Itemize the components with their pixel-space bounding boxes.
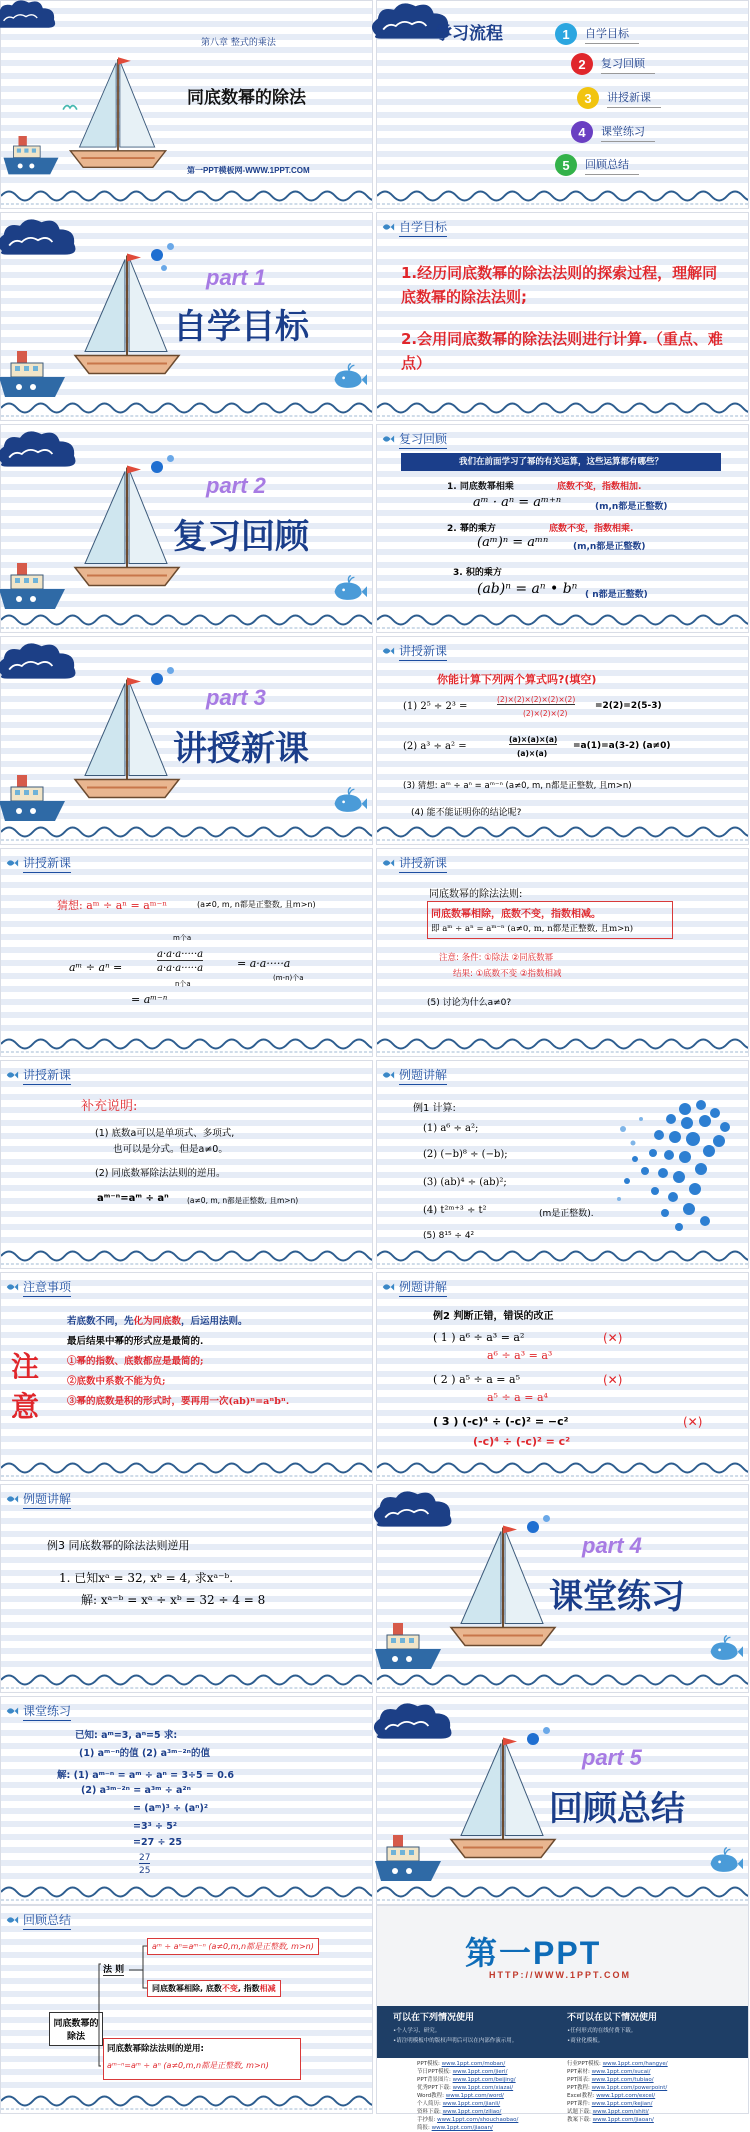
new2-mn-count: (m-n)个a [273, 974, 304, 982]
waves [1, 398, 372, 420]
slide-part-1[interactable] [0, 212, 373, 421]
section-tag [5, 1700, 71, 1722]
new2-m-count: m个a [173, 934, 192, 942]
link-row[interactable] [567, 2100, 668, 2108]
section-tag [5, 1064, 71, 1086]
waves [1, 610, 372, 632]
link-label: 教案下载: [567, 2117, 591, 2123]
link-label: 个人简历: [417, 2101, 441, 2107]
new2-lhs: aᵐ ÷ aⁿ = [69, 961, 123, 974]
slide-practice[interactable] [0, 1696, 373, 1905]
fish-icon [381, 432, 395, 446]
summary-root: 同底数幂的除法 [49, 2012, 103, 2046]
part-title: 复习回顾 [173, 517, 309, 557]
new4-formula: aᵐ⁻ⁿ=aᵐ ÷ aⁿ [97, 1193, 169, 1204]
slide-new-1[interactable] [376, 636, 749, 845]
slide-part-3[interactable] [0, 636, 373, 845]
practice-a5: =27 ÷ 25 [133, 1837, 182, 1848]
link-label: 资料下载: [417, 2109, 441, 2115]
new3-note2: 结果: ①底数不变 ②指数相减 [453, 969, 562, 979]
waves [1, 1034, 372, 1056]
waves [377, 1670, 748, 1692]
waves [1, 2091, 372, 2113]
summary-rule: 法 则 [103, 1962, 124, 1976]
slide-part-2[interactable] [0, 424, 373, 633]
slide-flow[interactable] [376, 0, 749, 209]
fish-icon [5, 1704, 19, 1718]
link-url[interactable]: www.1ppt.com/shiti/ [592, 2109, 649, 2115]
link-label: 简报: [417, 2125, 430, 2131]
slide-summary[interactable] [0, 1905, 373, 2114]
sailboat-icon [67, 249, 187, 384]
ex1-head: 例1 计算: [413, 1103, 456, 1114]
link-url[interactable]: www.1ppt.com/hangye/ [602, 2061, 668, 2067]
link-row[interactable] [417, 2116, 518, 2124]
section-tag [381, 1064, 447, 1086]
new1-q1-res: =2(2)=2(5-3) [595, 701, 662, 711]
flow-num-5: 5 [555, 154, 577, 176]
new1-q4: (4) 能不能证明你的结论呢? [411, 808, 522, 818]
slide-ending[interactable] [376, 1905, 749, 2131]
new3-q5: (5) 讨论为什么a≠0? [427, 998, 512, 1008]
can-2: •请注明模板中的版权声明后可以在内部作演示用。 [393, 2038, 518, 2044]
whale-icon [331, 363, 367, 391]
part-label: part 2 [206, 473, 266, 498]
link-row[interactable] [567, 2116, 668, 2124]
new2-n-count: n个a [175, 980, 191, 988]
waves [377, 822, 748, 844]
link-label: 行业PPT模板: [567, 2061, 601, 2067]
ex1-item-4-cond: (m是正整数). [539, 1209, 594, 1219]
new4-s2: (2) 同底数幂除法法则的逆用。 [95, 1168, 226, 1179]
section-tag [5, 852, 71, 874]
can-title: 可以在下列情况使用 [393, 2013, 475, 2023]
new1-q2: (2) a³ ÷ a² = [403, 741, 467, 752]
slide-example-2[interactable] [376, 1272, 749, 1481]
section-tag [381, 1276, 447, 1298]
link-label: PPT背景图片: [417, 2077, 451, 2083]
ex2-r1: ( 1 ) a⁶ ÷ a³ = a² [433, 1331, 525, 1344]
whale-icon [707, 1635, 743, 1663]
goal-line-1: 1.经历同底数幂的除法法则的探索过程，理解同底数幂的除法法则; [401, 264, 718, 306]
new1-q1-bot: (2)×(2)×(2) [523, 709, 568, 718]
attention-line-2: 最后结果中幂的形式应是最简的. [67, 1336, 204, 1347]
attention-big-1: 注 [11, 1350, 40, 1383]
flow-item-3[interactable] [577, 87, 661, 109]
cannot-1: •任何形式的在线付费下载。 [567, 2028, 637, 2034]
link-label: 节日PPT模板: [417, 2069, 451, 2075]
goal-line-2: 2.会用同底数幂的除法法则进行计算.（重点、难点） [401, 330, 723, 372]
ex1-item-4: (4) t²ᵐ⁺³ ÷ t² [423, 1205, 487, 1216]
link-label: PPT课件: [567, 2101, 590, 2107]
section-tag-label: 例题讲解 [399, 1066, 447, 1085]
waves [1, 1246, 372, 1268]
link-label: 优秀PPT下载: [417, 2085, 451, 2091]
waves [377, 610, 748, 632]
steamer-icon [373, 1829, 443, 1889]
link-url[interactable]: www.1ppt.com/jiaoan/ [431, 2125, 493, 2131]
practice-q2: (1) aᵐ⁻ⁿ的值 (2) a³ᵐ⁻²ⁿ的值 [79, 1748, 210, 1759]
link-row[interactable] [567, 2076, 668, 2084]
sailboat-icon [443, 1733, 563, 1868]
flow-label-4: 课堂练习 [601, 123, 655, 142]
section-tag-label: 回顾总结 [23, 1911, 71, 1930]
flow-item-2[interactable] [571, 53, 655, 75]
flow-num-2: 2 [571, 53, 593, 75]
new2-num: a·a·a·····a [157, 949, 204, 960]
section-tag [381, 216, 447, 238]
can-1: •个人学习、研究。 [393, 2028, 441, 2034]
section-tag [5, 1276, 71, 1298]
link-url[interactable]: www.1ppt.com/beijing/ [452, 2077, 516, 2083]
link-url[interactable]: www.1ppt.com/shouchaobao/ [437, 2117, 519, 2123]
new1-q2-res: =a(1)=a(3-2) (a≠0) [573, 741, 671, 751]
slide-cover[interactable] [0, 0, 373, 209]
practice-a6-top: 27 [139, 1853, 151, 1863]
flow-item-5[interactable] [555, 154, 639, 176]
section-tag-label: 例题讲解 [23, 1490, 71, 1509]
slide-example-1[interactable] [376, 1060, 749, 1269]
review-2-cond: (m,n都是正整数) [573, 542, 646, 552]
links-right [567, 2060, 668, 2124]
attention-line-1 [67, 1313, 248, 1327]
new2-den: a·a·a·····a [157, 963, 204, 974]
waves [1, 1458, 372, 1480]
new4-head: 补充说明: [81, 1099, 138, 1114]
part-label: part 5 [582, 1745, 642, 1770]
links-left [417, 2060, 518, 2132]
review-3-cond: ( n都是正整数) [585, 590, 648, 600]
ex1-item-3: (3) (ab)⁴ ÷ (ab)²; [423, 1177, 507, 1188]
link-row[interactable] [417, 2100, 518, 2108]
chapter-label: 第八章 整式的乘法 [201, 38, 276, 48]
fish-icon [5, 1068, 19, 1082]
slide-example-3[interactable] [0, 1484, 373, 1693]
section-tag-label: 讲授新课 [23, 1066, 71, 1085]
new4-s1: (1) 底数a可以是单项式、多项式, [95, 1128, 235, 1139]
section-tag-label: 讲授新课 [399, 854, 447, 873]
summary-f2c: , 指数 [237, 1984, 260, 1993]
review-3-formula: (ab)ⁿ = aⁿ • bⁿ [477, 581, 578, 597]
link-url[interactable]: www.1ppt.com/jiaoan/ [592, 2117, 654, 2123]
practice-q: 已知: aᵐ=3, aⁿ=5 求: [75, 1730, 178, 1741]
flow-heading: 学习流程 [435, 24, 503, 44]
new3-rule: 同底数幂相除，底数不变，指数相减。 [431, 909, 601, 920]
waves [1, 822, 372, 844]
waves [377, 1034, 748, 1056]
whale-icon [331, 575, 367, 603]
slide-attention[interactable] [0, 1272, 373, 1481]
ex2-r2: ( 2 ) a⁵ ÷ a = a⁵ [433, 1373, 520, 1386]
review-2-formula: (aᵐ)ⁿ = aᵐⁿ [477, 535, 549, 550]
link-label: 手抄报: [417, 2117, 436, 2123]
waves [377, 1458, 748, 1480]
section-tag-label: 讲授新课 [399, 642, 447, 661]
summary-inv: 同底数幂除法法则的逆用: [107, 2044, 204, 2054]
ex3-a: 解: xᵃ⁻ᵇ = xᵃ ÷ xᵇ = 32 ÷ 4 = 8 [81, 1593, 266, 1607]
link-row[interactable] [417, 2108, 518, 2116]
ex1-item-2: (2) (−b)⁸ ÷ (−b); [423, 1149, 508, 1160]
link-label: PPT素材: [567, 2069, 590, 2075]
fish-icon [381, 1280, 395, 1294]
attention-big-2: 意 [11, 1390, 40, 1423]
new1-q2-bot: (a)×(a) [517, 749, 548, 758]
flow-num-1: 1 [555, 23, 577, 45]
attention-l1c: ，后运用法则。 [181, 1316, 248, 1327]
practice-a3: = (aᵐ)³ ÷ (aⁿ)² [133, 1803, 208, 1814]
section-tag-label: 复习回顾 [399, 430, 447, 449]
link-row[interactable] [417, 2076, 518, 2084]
section-tag [5, 1488, 71, 1510]
link-row[interactable] [567, 2084, 668, 2092]
section-tag-label: 例题讲解 [399, 1278, 447, 1297]
waves [377, 1246, 748, 1268]
part-title: 回顾总结 [549, 1789, 685, 1829]
link-url[interactable]: www.1ppt.com/powerpoint/ [591, 2085, 668, 2091]
ex2-mark-3: (✕) [683, 1415, 703, 1429]
link-url[interactable]: www.1ppt.com/tubiao/ [591, 2077, 654, 2083]
slide-part-5[interactable] [376, 1696, 749, 1905]
fish-icon [381, 1068, 395, 1082]
whale-icon [707, 1847, 743, 1875]
fish-icon [5, 1492, 19, 1506]
new2-guess: 猜想: aᵐ ÷ aⁿ = aᵐ⁻ⁿ [57, 899, 168, 912]
ex1-item-5: (5) 8¹⁵ ÷ 4² [423, 1231, 475, 1241]
link-label: PPT图表: [567, 2077, 590, 2083]
new3-head: 同底数幂的除法法则: [429, 889, 523, 900]
fish-icon [381, 856, 395, 870]
waves [1, 1882, 372, 1904]
ex1-item-1: (1) a⁶ ÷ a²; [423, 1123, 479, 1134]
section-tag-label: 讲授新课 [23, 854, 71, 873]
sailboat-icon [67, 673, 187, 808]
ex3-q: 1. 已知xᵃ = 32, xᵇ = 4, 求xᵃ⁻ᵇ. [59, 1571, 234, 1585]
link-url[interactable]: www.1ppt.com/ziliao/ [442, 2109, 502, 2115]
flow-label-1: 自学目标 [585, 25, 639, 44]
fish-icon [5, 1280, 19, 1294]
cover-title: 同底数幂的除法 [187, 88, 306, 108]
link-label: Excel教程: [567, 2093, 595, 2099]
ex3-head: 例3 同底数幂的除法法则逆用 [47, 1539, 190, 1552]
part-label: part 4 [582, 1533, 642, 1558]
new4-cond: (a≠0, m, n都是正整数, 且m>n) [187, 1196, 299, 1205]
link-row[interactable] [417, 2060, 518, 2068]
new3-formula: 即 aᵐ ÷ aⁿ = aᵐ⁻ⁿ (a≠0, m, n都是正整数, 且m>n) [431, 924, 634, 934]
link-url[interactable]: www.1ppt.com/kejian/ [591, 2101, 653, 2107]
cover-site: 第一PPT模板网-WWW.1PPT.COM [187, 166, 310, 175]
section-tag [381, 428, 447, 450]
new1-q3: (3) 猜想: aᵐ ÷ aⁿ = aᵐ⁻ⁿ (a≠0, m, n都是正整数, 且m>n) [403, 781, 632, 791]
new4-s1b: 也可以是分式。但是a≠0。 [113, 1144, 228, 1155]
link-row[interactable] [567, 2060, 668, 2068]
flow-num-4: 4 [571, 121, 593, 143]
fish-icon [381, 644, 395, 658]
steamer-icon [0, 769, 67, 829]
new3-note1: 注意: 条件: ①除法 ②同底数幂 [439, 953, 554, 963]
attention-l1a: 若底数不同，先 [67, 1316, 134, 1327]
review-1-rule: 底数不变，指数相加. [557, 482, 642, 492]
link-url[interactable]: www.1ppt.com/moban/ [441, 2061, 506, 2067]
practice-a4: =3³ ÷ 5² [133, 1821, 178, 1832]
practice-a6-bot: 25 [139, 1866, 151, 1876]
link-url[interactable]: www.1ppt.com/word/ [445, 2093, 504, 2099]
waves [377, 398, 748, 420]
link-row[interactable] [567, 2068, 668, 2076]
link-url[interactable]: www.1ppt.com/jieri/ [452, 2069, 508, 2075]
new2-mid: = a·a·····a [237, 957, 291, 970]
link-url[interactable]: www.1ppt.com/sucai/ [591, 2069, 651, 2075]
steamer-icon [1, 131, 61, 181]
slide-new-3[interactable] [376, 848, 749, 1057]
waves [377, 1882, 748, 1904]
flow-label-2: 复习回顾 [601, 55, 655, 74]
summary-f3: aᵐ⁻ⁿ=aᵐ ÷ aⁿ (a≠0,m,n都是正整数, m>n) [107, 2061, 269, 2070]
review-banner: 我们在前面学习了幂的有关运算，这些运算都有哪些？ [401, 453, 721, 471]
slide-new-2[interactable] [0, 848, 373, 1057]
review-1-formula: aᵐ · aⁿ = aᵐ⁺ⁿ [473, 495, 562, 510]
link-url[interactable]: www.1ppt.com/excel/ [596, 2093, 656, 2099]
sailboat-icon [443, 1521, 563, 1656]
waves [377, 186, 748, 208]
link-label: PPT教程: [567, 2085, 590, 2091]
steamer-icon [0, 557, 67, 617]
ex2-r2fix: a⁵ ÷ a = a⁴ [487, 1391, 548, 1404]
link-row[interactable] [417, 2092, 518, 2100]
link-row[interactable] [567, 2108, 668, 2116]
sailboat-icon [67, 461, 187, 596]
flow-item-1[interactable] [555, 23, 639, 45]
flow-label-3: 讲授新课 [607, 89, 661, 108]
practice-a2: (2) a³ᵐ⁻²ⁿ = a³ᵐ ÷ a²ⁿ [81, 1785, 191, 1796]
review-1-label: 1. 同底数幂相乘 [447, 482, 514, 492]
section-tag-label: 注意事项 [23, 1278, 71, 1297]
part-label: part 1 [206, 265, 266, 290]
link-label: PPT模板: [417, 2061, 440, 2067]
slide-goals[interactable] [376, 212, 749, 421]
part-title: 自学目标 [173, 307, 309, 347]
cloud-icon [0, 0, 61, 32]
ex2-r3fix: (-c)⁴ ÷ (-c)² = c² [473, 1435, 571, 1448]
link-label: Word教程: [417, 2093, 444, 2099]
ex2-r3: ( 3 ) (-c)⁴ ÷ (-c)² = −c² [433, 1415, 569, 1428]
flow-label-5: 回顾总结 [585, 156, 639, 175]
ex2-head: 例2 判断正错，错误的改正 [433, 1311, 554, 1322]
summary-f1: aᵐ ÷ aⁿ=aᵐ⁻ⁿ (a≠0,m,n都是正整数, m>n) [147, 1938, 319, 1955]
new2-final: = aᵐ⁻ⁿ [131, 993, 168, 1006]
ex2-r1fix: a⁶ ÷ a³ = a³ [487, 1349, 553, 1362]
summary-f2a: 同底数幂相除, 底数 [152, 1984, 222, 1993]
new1-q2-top: (a)×(a)×(a) [509, 735, 558, 744]
cannot-2: •商业化模板。 [567, 2038, 604, 2044]
attention-l1b: 化为同底数 [133, 1316, 182, 1327]
slide-part-4[interactable] [376, 1484, 749, 1693]
slide-review[interactable] [376, 424, 749, 633]
seagull-icon [61, 101, 79, 113]
link-row[interactable] [417, 2068, 518, 2076]
ex2-mark-1: (✕) [603, 1331, 623, 1345]
summary-f2d: 相减 [259, 1984, 276, 1993]
link-row[interactable] [417, 2124, 518, 2132]
review-2-rule: 底数不变，指数相乘. [549, 524, 634, 534]
summary-f2 [147, 1980, 281, 1997]
whale-icon [331, 787, 367, 815]
section-tag-label: 课堂练习 [23, 1702, 71, 1721]
steamer-icon [373, 1617, 443, 1677]
new2-guess-cond: (a≠0, m, n都是正整数, 且m>n) [197, 900, 316, 909]
new1-q1-top: (2)×(2)×(2)×(2)×(2) [497, 695, 576, 704]
link-url[interactable]: www.1ppt.com/xiazai/ [452, 2085, 514, 2091]
link-row[interactable] [567, 2092, 668, 2100]
attention-line-3: ①幂的指数、底数都应是最简的; [67, 1356, 204, 1367]
summary-f2b: 不变 [221, 1984, 238, 1993]
cannot-title: 不可以在以下情况使用 [567, 2013, 658, 2023]
ex2-mark-2: (✕) [603, 1373, 623, 1387]
ppt-url: HTTP://WWW.1PPT.COM [489, 1970, 631, 1980]
new1-q1: (1) 2⁵ ÷ 2³ = [403, 701, 468, 712]
attention-line-5: ③幂的底数是积的形式时，要再用一次(ab)ⁿ=aⁿbⁿ. [67, 1396, 290, 1407]
slide-new-4[interactable] [0, 1060, 373, 1269]
fish-icon [5, 856, 19, 870]
sailboat-icon [63, 55, 173, 175]
section-tag [381, 852, 447, 874]
review-1-cond: (m,n都是正整数) [595, 502, 668, 512]
practice-a1: 解: (1) aᵐ⁻ⁿ = aᵐ ÷ aⁿ = 3÷5 = 0.6 [57, 1770, 235, 1781]
waves [1, 1670, 372, 1692]
waves [1, 186, 372, 208]
head-dots-icon [615, 1089, 741, 1237]
link-url[interactable]: www.1ppt.com/jianli/ [442, 2101, 501, 2107]
part-title: 讲授新课 [173, 729, 309, 769]
section-tag-label: 自学目标 [399, 218, 447, 237]
new1-question: 你能计算下列两个算式吗?(填空) [437, 673, 597, 686]
attention-line-4: ②底数中系数不能为负; [67, 1376, 166, 1387]
section-tag [381, 640, 447, 662]
review-3-label: 3. 积的乘方 [453, 568, 502, 578]
ppt-logo: 第一PPT [465, 1935, 602, 1971]
fish-icon [381, 220, 395, 234]
part-label: part 3 [206, 685, 266, 710]
part-title: 课堂练习 [549, 1577, 685, 1617]
flow-num-3: 3 [577, 87, 599, 109]
link-row[interactable] [417, 2084, 518, 2092]
review-2-label: 2. 幂的乘方 [447, 524, 496, 534]
flow-item-4[interactable] [571, 121, 655, 143]
link-label: 试题下载: [567, 2109, 591, 2115]
steamer-icon [0, 345, 67, 405]
